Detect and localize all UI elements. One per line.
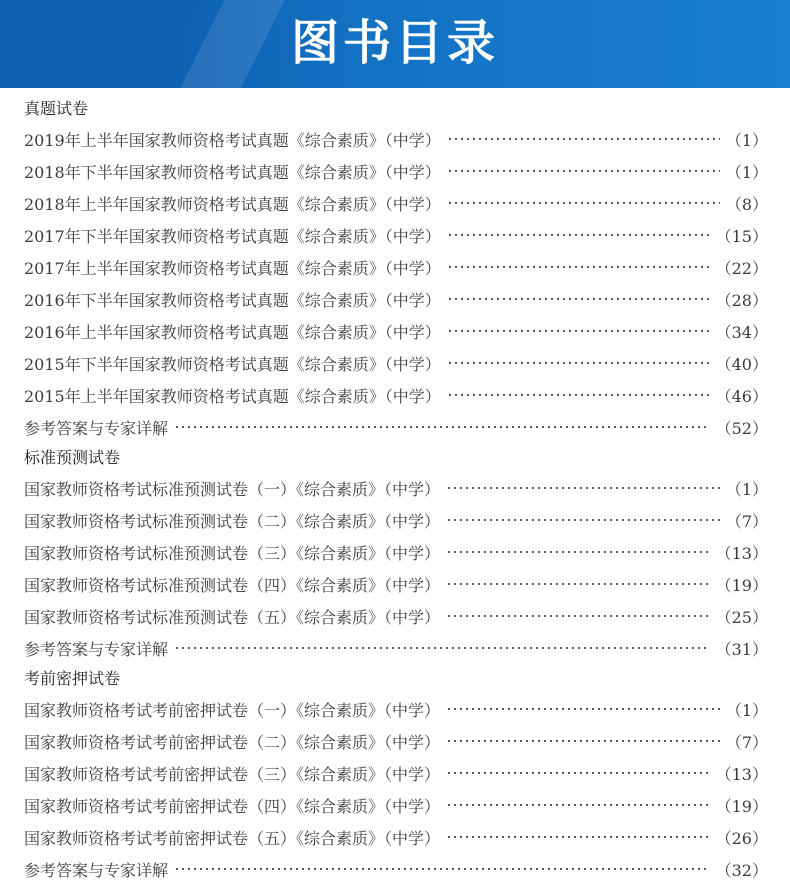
- dot-leader: [446, 804, 710, 806]
- toc-entry-title: 2015年上半年国家教师资格考试真题《综合素质》（中学）: [24, 386, 441, 406]
- toc-entry[interactable]: [24, 347, 768, 379]
- toc-entry[interactable]: [24, 123, 768, 155]
- toc-entry-page: （25）: [715, 607, 768, 627]
- toc-entry-title: 2018年上半年国家教师资格考试真题《综合素质》（中学）: [24, 194, 441, 214]
- dot-leader: [447, 362, 710, 364]
- toc-entry[interactable]: [24, 693, 768, 725]
- toc-entry-title: 国家教师资格考试考前密押试卷（五）《综合素质》（中学）: [24, 828, 441, 848]
- dot-leader: [447, 138, 720, 140]
- toc-entry-page: （15）: [715, 226, 768, 246]
- dot-leader: [447, 298, 710, 300]
- toc-entry-page: （31）: [715, 639, 768, 659]
- toc-entry-title: 参考答案与专家详解: [24, 639, 169, 659]
- toc-entry[interactable]: [24, 789, 768, 821]
- dot-leader: [446, 836, 710, 838]
- toc-entry[interactable]: [24, 379, 768, 411]
- toc-entry[interactable]: [24, 472, 768, 504]
- toc-entry-title: 2016年上半年国家教师资格考试真题《综合素质》（中学）: [24, 322, 441, 342]
- toc-entry[interactable]: [24, 504, 768, 536]
- toc-entry[interactable]: [24, 821, 768, 853]
- toc-entry[interactable]: [24, 757, 768, 789]
- toc-entry-title: 参考答案与专家详解: [24, 418, 169, 438]
- toc-entry[interactable]: [24, 187, 768, 219]
- toc-entry-page: （7）: [725, 511, 768, 531]
- toc-entry-page: （7）: [725, 732, 768, 752]
- toc-entry[interactable]: [24, 315, 768, 347]
- dot-leader: [446, 519, 720, 521]
- toc-entry-title: 2015年下半年国家教师资格考试真题《综合素质》（中学）: [24, 354, 441, 374]
- section-heading: 真题试卷: [24, 99, 89, 118]
- dot-leader: [446, 708, 720, 710]
- toc-entry-page: （1）: [725, 479, 768, 499]
- toc-entry-title: 2017年上半年国家教师资格考试真题《综合素质》（中学）: [24, 258, 441, 278]
- header-banner: [0, 0, 790, 88]
- toc-entry-title: 2019年上半年国家教师资格考试真题《综合素质》（中学）: [24, 130, 441, 150]
- toc-entry[interactable]: [24, 155, 768, 187]
- dot-leader: [446, 772, 710, 774]
- dot-leader: [447, 394, 710, 396]
- toc-entry-page: （26）: [715, 828, 768, 848]
- dot-leader: [174, 426, 710, 428]
- toc-entry[interactable]: [24, 283, 768, 315]
- toc-entry[interactable]: [24, 600, 768, 632]
- toc-entry-page: （1）: [725, 162, 768, 182]
- toc-entry[interactable]: [24, 411, 768, 443]
- toc-entry-page: （13）: [715, 764, 768, 784]
- toc-entry-page: （8）: [725, 194, 768, 214]
- toc-entry-page: （34）: [715, 322, 768, 342]
- toc-entry-title: 2018年下半年国家教师资格考试真题《综合素质》（中学）: [24, 162, 441, 182]
- toc-entry-title: 国家教师资格考试考前密押试卷（二）《综合素质》（中学）: [24, 732, 441, 752]
- toc-entry-page: （22）: [715, 258, 768, 278]
- toc-entry[interactable]: [24, 251, 768, 283]
- toc-entry-title: 2016年下半年国家教师资格考试真题《综合素质》（中学）: [24, 290, 441, 310]
- toc-entry-title: 国家教师资格考试考前密押试卷（三）《综合素质》（中学）: [24, 764, 441, 784]
- dot-leader: [446, 615, 710, 617]
- section-heading: 考前密押试卷: [24, 669, 121, 688]
- toc-entry-page: （40）: [715, 354, 768, 374]
- dot-leader: [174, 868, 710, 870]
- section-heading: 标准预测试卷: [24, 448, 121, 467]
- toc-entry[interactable]: [24, 536, 768, 568]
- toc-entry-page: （13）: [715, 543, 768, 563]
- toc-entry-title: 国家教师资格考试标准预测试卷（五）《综合素质》（中学）: [24, 607, 441, 627]
- toc-entry[interactable]: [24, 219, 768, 251]
- toc-entry-title: 参考答案与专家详解: [24, 860, 169, 880]
- toc-entry-page: （1）: [725, 700, 768, 720]
- toc-entry-title: 国家教师资格考试考前密押试卷（四）《综合素质》（中学）: [24, 796, 441, 816]
- toc-entry-page: （46）: [715, 386, 768, 406]
- toc-entry-title: 国家教师资格考试标准预测试卷（三）《综合素质》（中学）: [24, 543, 441, 563]
- toc-entry-title: 国家教师资格考试考前密押试卷（一）《综合素质》（中学）: [24, 700, 441, 720]
- dot-leader: [447, 202, 720, 204]
- page-title: 图书目录: [290, 15, 499, 71]
- toc-entry-title: 2017年下半年国家教师资格考试真题《综合素质》（中学）: [24, 226, 441, 246]
- dot-leader: [447, 266, 710, 268]
- toc-entry-title: 国家教师资格考试标准预测试卷（二）《综合素质》（中学）: [24, 511, 441, 531]
- dot-leader: [446, 551, 710, 553]
- toc-entry[interactable]: [24, 568, 768, 600]
- dot-leader: [446, 583, 710, 585]
- dot-leader: [174, 647, 710, 649]
- toc-entry-page: （19）: [715, 796, 768, 816]
- dot-leader: [447, 330, 710, 332]
- toc-entry-page: （52）: [715, 418, 768, 438]
- dot-leader: [447, 234, 710, 236]
- toc-entry-page: （32）: [715, 860, 768, 880]
- toc-entry-title: 国家教师资格考试标准预测试卷（四）《综合素质》（中学）: [24, 575, 441, 595]
- table-of-contents: [24, 94, 768, 885]
- dot-leader: [446, 740, 720, 742]
- dot-leader: [446, 487, 720, 489]
- toc-entry-page: （28）: [715, 290, 768, 310]
- toc-entry[interactable]: [24, 632, 768, 664]
- toc-entry-title: 国家教师资格考试标准预测试卷（一）《综合素质》（中学）: [24, 479, 441, 499]
- toc-entry-page: （19）: [715, 575, 768, 595]
- toc-entry[interactable]: [24, 853, 768, 885]
- toc-entry-page: （1）: [725, 130, 768, 150]
- dot-leader: [447, 170, 720, 172]
- toc-entry[interactable]: [24, 725, 768, 757]
